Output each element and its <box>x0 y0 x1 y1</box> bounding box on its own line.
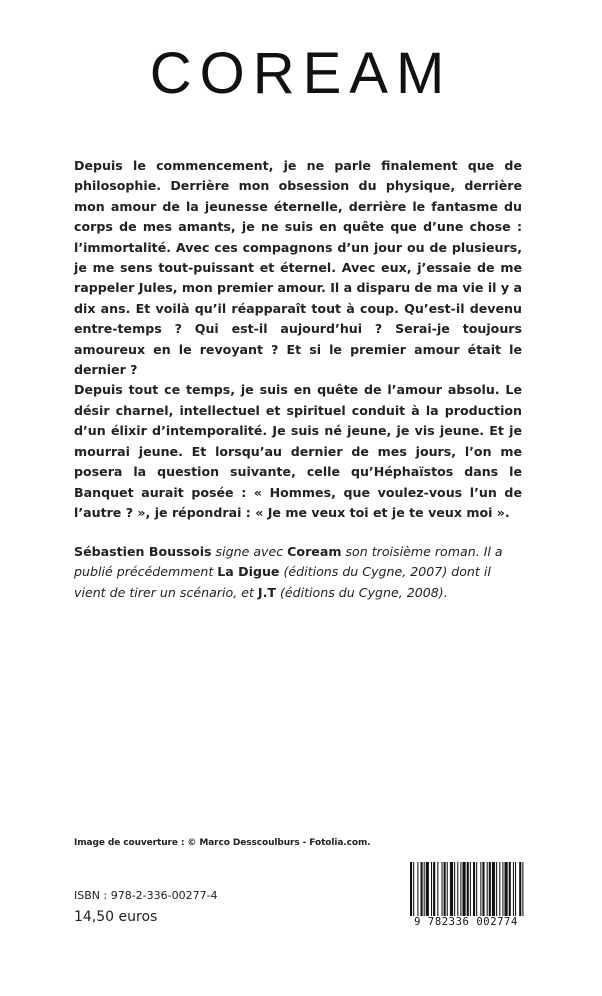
barcode-number: 9 782336 002774 <box>402 916 530 928</box>
barcode-bar <box>454 862 455 920</box>
barcode-bar <box>457 862 458 920</box>
book-title-la-digue: La Digue <box>217 564 280 580</box>
price: 14,50 euros <box>74 909 158 925</box>
back-cover-blurb <box>74 156 522 523</box>
author-bio <box>74 542 526 603</box>
blurb-paragraph-1: Depuis le commencement, je ne parle finalement que de philosophie. Derrière mon obsession du physique, derrière mon amour de la jeunesse éternelle, derrière le fantasme du corps de mes amants, je ne suis en quête que d’une chose : l’immortalité. Avec ces compagnons d’un jour ou de plusieurs, je me sens tout-puissant et éternel. Avec eux, j’essaie de me rappeler Jules, mon premier amour. Il a disparu de ma vie il y a dix ans. Et voilà qu’il réapparaît tout à coup. Qu’est-il devenu entre-temps ? Qui est-il aujourd’hui ? Serai-je toujours amoureux en le revoyant ? Et si le premier amour était le dernier ? <box>74 158 522 378</box>
barcode-bar <box>480 862 481 920</box>
barcode-bar <box>492 862 495 920</box>
barcode-bar <box>450 862 453 920</box>
barcode-bar <box>496 862 497 920</box>
barcode-bar <box>444 862 446 920</box>
barcode-bar <box>470 862 471 920</box>
barcode-bar <box>502 862 503 920</box>
author-bio-text-2: son troisième roman. Il a publié précédemment <box>74 544 503 580</box>
book-title-coream: Coream <box>287 544 342 559</box>
barcode-bar <box>473 862 475 920</box>
barcode-bar <box>476 862 477 920</box>
author-bio-text-4: (éditions du Cygne, 2008). <box>275 584 448 600</box>
barcode-bar <box>519 862 521 920</box>
barcode-bar <box>431 862 432 920</box>
author-bio-text-3: (éditions du Cygne, 2007) dont il vient de tirer un scénario, et <box>74 564 491 600</box>
barcode <box>402 862 530 934</box>
barcode-bar <box>505 862 508 920</box>
barcode-bar <box>433 862 435 920</box>
barcode-bar <box>410 862 412 920</box>
barcode-bar <box>426 862 429 920</box>
barcode-bar <box>421 862 423 920</box>
barcode-bar <box>413 862 414 920</box>
barcode-bar <box>513 862 514 920</box>
barcode-bar <box>424 862 425 920</box>
barcode-bar <box>487 862 488 920</box>
barcode-bar <box>499 862 500 920</box>
barcode-bar <box>442 862 443 920</box>
cover-image-credit: Image de couverture : © Marco Desscoulburs - Fotolia.com. <box>74 838 371 848</box>
barcode-bars <box>402 862 530 920</box>
barcode-bar <box>447 862 448 920</box>
barcode-bar <box>467 862 469 920</box>
blurb-paragraph-2: Depuis tout ce temps, je suis en quête de l’amour absolu. Le désir charnel, intellectuel et spirituel conduit à la production d’un élixir d’intemporalité. Je suis né jeune, je vis jeune. Et je mourrai jeune. Et lorsqu’au dernier de mes jours, l’on me posera la question suivante, celle qu’Héphaïstos dans le Banquet aurait posée : « Hommes, que voulez-vous l’un de l’autre ? », je répondrai : « Je me veux toi et je te veux moi ». <box>74 382 522 520</box>
barcode-bar <box>482 862 484 920</box>
author-name: Sébastien Boussois <box>74 544 212 559</box>
barcode-bar <box>489 862 491 920</box>
barcode-bar <box>460 862 461 920</box>
barcode-bar <box>509 862 511 920</box>
barcode-bar <box>522 862 523 920</box>
author-bio-text-1: signe avec <box>211 544 288 559</box>
barcode-bar <box>463 862 466 920</box>
isbn: ISBN : 978-2-336-00277-4 <box>74 889 218 902</box>
barcode-bar <box>437 862 438 920</box>
book-title: COREAM <box>149 41 453 106</box>
book-title-jt: J.T <box>257 584 276 600</box>
barcode-bar <box>417 862 418 920</box>
barcode-bar <box>515 862 516 920</box>
